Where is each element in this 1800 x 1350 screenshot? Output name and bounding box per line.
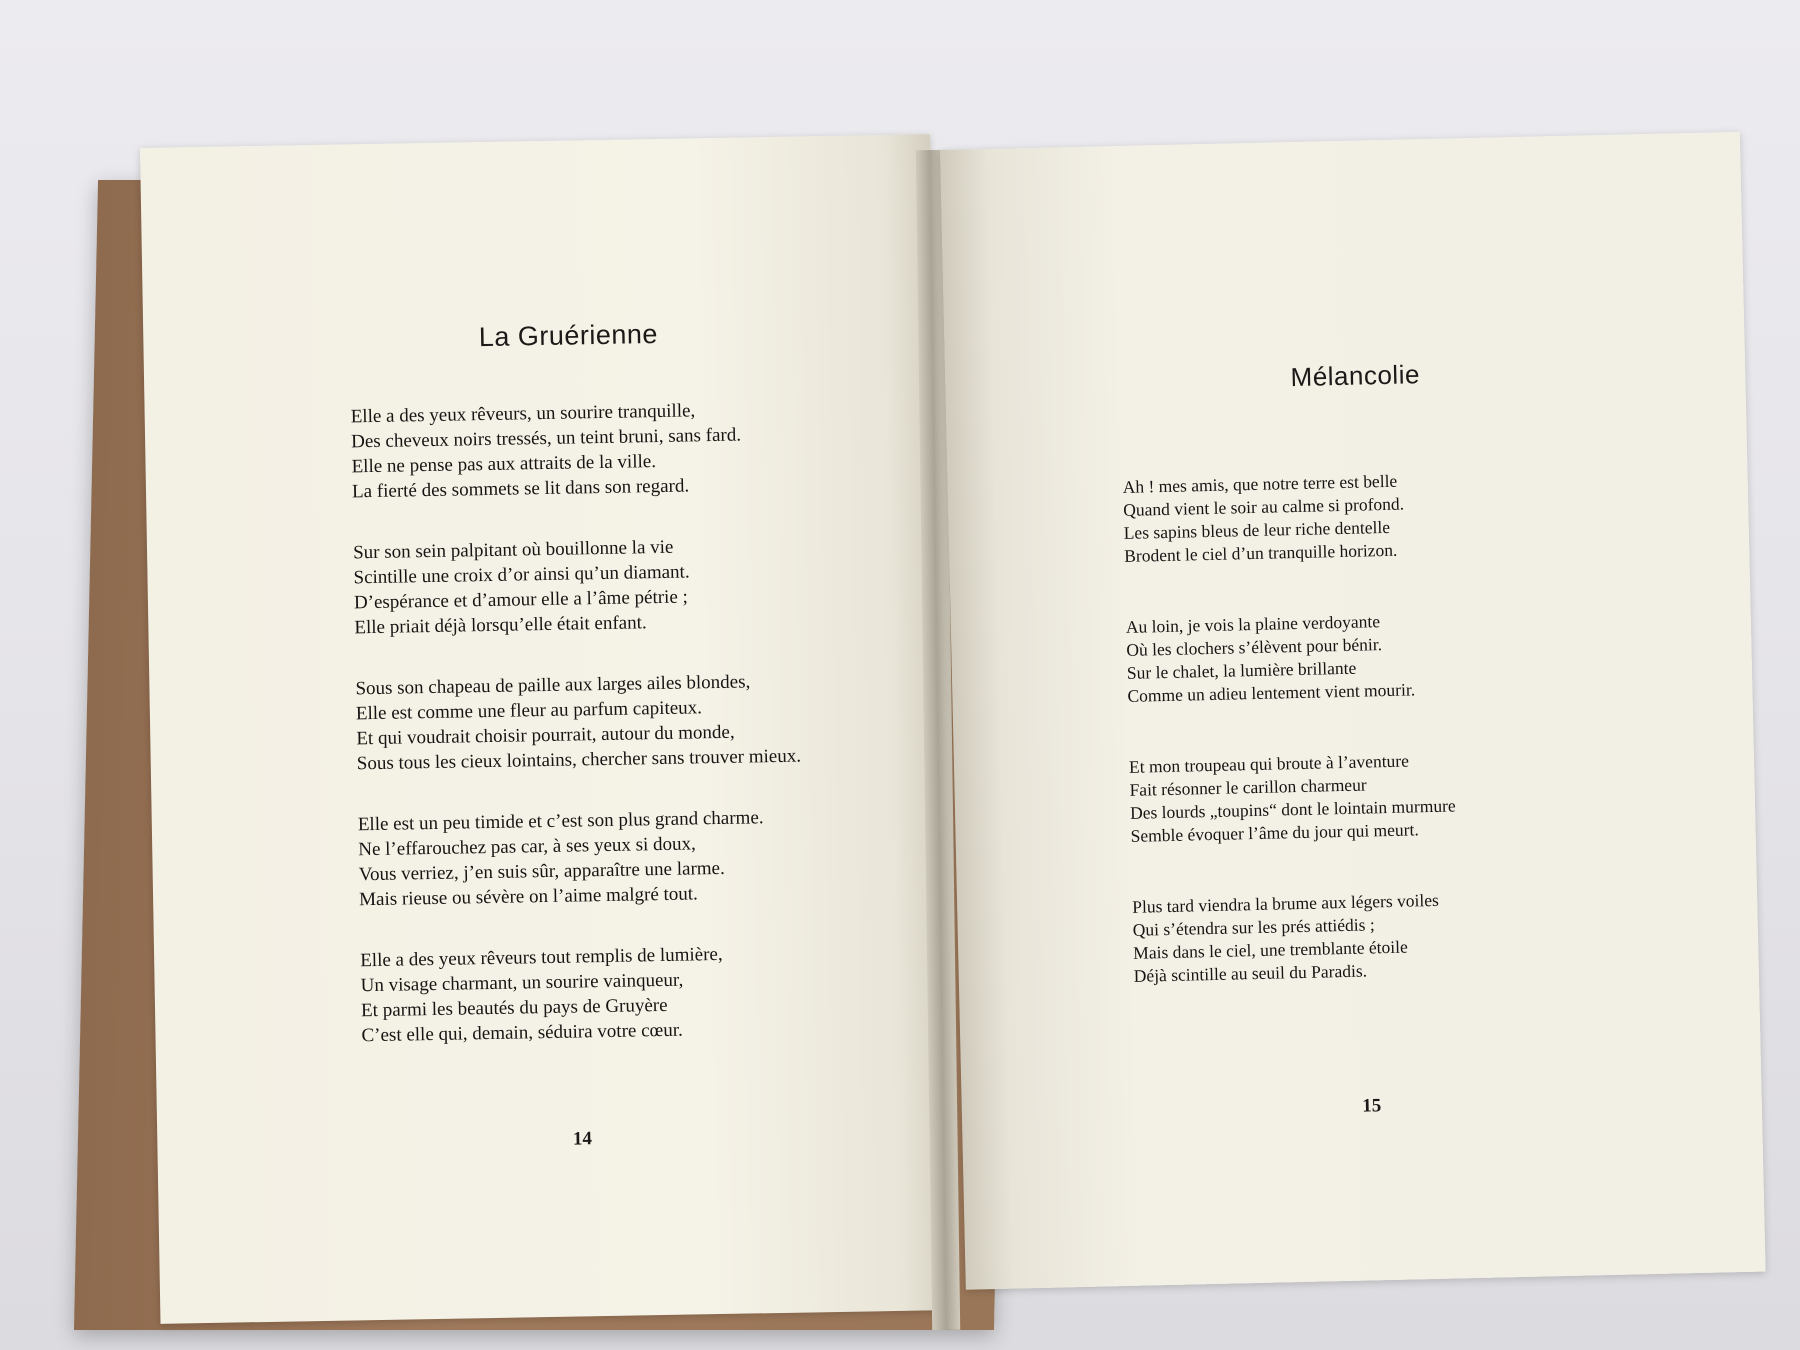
poem-title-right: Mélancolie xyxy=(1290,359,1421,393)
stanza xyxy=(1129,745,1631,848)
poem-line: Déjà scintille au seuil du Paradis. xyxy=(1133,960,1368,986)
poem-line: Elle priait déjà lorsqu’elle était enfant. xyxy=(354,612,647,639)
poem-line: La fierté des sommets se lit dans son regard. xyxy=(351,475,690,503)
poem-line: Quand vient le soir au calme si profond. xyxy=(1122,493,1405,520)
poem-line: Elle a des yeux rêveurs tout remplis de lumière, xyxy=(360,943,723,972)
poem-line: Sous tous les cieux lointains, chercher sans trouver mieux. xyxy=(356,745,802,775)
page-number-left: 14 xyxy=(572,1128,593,1150)
poem-line: Elle a des yeux rêveurs, un sourire tranquille, xyxy=(350,400,696,428)
stanza xyxy=(1126,605,1628,708)
poem-line: Elle est comme une fleur au parfum capiteux. xyxy=(355,697,703,725)
right-page xyxy=(940,132,1766,1290)
poem-line: D’espérance et d’amour elle a l’âme pétrie ; xyxy=(353,586,689,614)
stanza xyxy=(351,395,913,505)
poem-line: Au loin, je vois la plaine verdoyante xyxy=(1125,611,1381,637)
poem-line: Vous verriez, j’en suis sûr, apparaître une larme. xyxy=(358,857,725,886)
stanza xyxy=(1132,884,1634,987)
stanza xyxy=(358,803,920,913)
stanza xyxy=(355,667,917,777)
poem-line: Mais dans le ciel, une tremblante étoile xyxy=(1133,936,1408,963)
poem-line: Elle ne pense pas aux attraits de la ville. xyxy=(351,451,657,478)
poem-line: Mais rieuse ou sévère on l’aime malgré tout. xyxy=(358,883,699,911)
left-page xyxy=(140,134,950,1324)
poem-line: Et parmi les beautés du pays de Gruyère xyxy=(360,994,668,1022)
poem-line: Plus tard viendra la brume aux légers voiles xyxy=(1131,889,1440,917)
poem-line: Scintille une croix d’or ainsi qu’un diamant. xyxy=(353,561,690,589)
poem-body-left xyxy=(351,395,923,1085)
poem-title-left: La Gruérienne xyxy=(478,318,659,353)
poem-line: Brodent le ciel d’un tranquille horizon. xyxy=(1124,539,1398,566)
poem-body-right xyxy=(1122,465,1635,1036)
stanza xyxy=(353,531,915,641)
poem-line: Ne l’effarouchez pas car, à ses yeux si doux, xyxy=(358,833,697,861)
poem-line: Sur son sein palpitant où bouillonne la vie xyxy=(352,536,674,564)
poem-line: Et mon troupeau qui broute à l’aventure xyxy=(1128,750,1410,777)
page-number-right: 15 xyxy=(1362,1095,1382,1117)
poem-line: Où les clochers s’élèvent pour bénir. xyxy=(1126,634,1383,660)
poem-line: Des cheveux noirs tressés, un teint bruni, sans fard. xyxy=(350,424,742,453)
poem-line: Comme un adieu lentement vient mourir. xyxy=(1127,679,1416,706)
stanza xyxy=(360,939,922,1049)
poem-line: C’est elle qui, demain, séduira votre cœur. xyxy=(361,1019,683,1047)
poem-line: Et qui voudrait choisir pourrait, autour du monde, xyxy=(356,721,735,750)
poem-line: Qui s’étendra sur les prés attiédis ; xyxy=(1132,914,1375,940)
poem-line: Des lourds „toupins“ dont le lointain murmure xyxy=(1129,795,1456,823)
poem-line: Les sapins bleus de leur riche dentelle xyxy=(1123,516,1391,543)
poem-line: Sous son chapeau de paille aux larges ailes blondes, xyxy=(355,671,751,700)
poem-line: Fait résonner le carillon charmeur xyxy=(1129,774,1367,800)
poem-line: Semble évoquer l’âme du jour qui meurt. xyxy=(1130,819,1419,846)
stanza xyxy=(1122,465,1624,568)
poem-line: Elle est un peu timide et c’est son plus grand charme. xyxy=(357,807,764,836)
poem-line: Sur le chalet, la lumière brillante xyxy=(1126,657,1357,683)
poem-line: Ah ! mes amis, que notre terre est belle xyxy=(1122,470,1398,497)
poem-line: Un visage charmant, un sourire vainqueur, xyxy=(360,969,684,997)
